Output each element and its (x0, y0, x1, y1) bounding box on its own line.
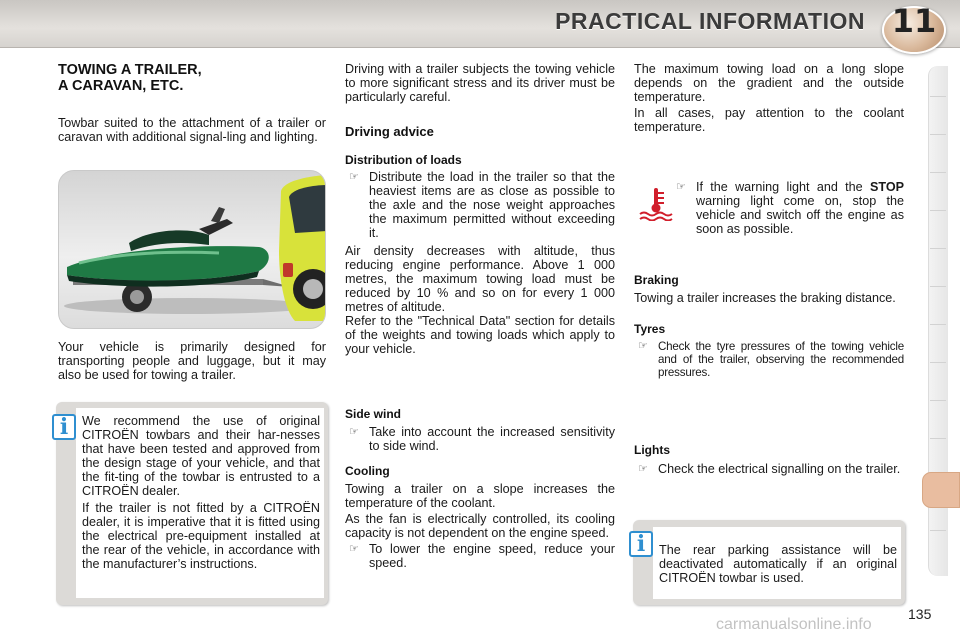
cooling-slope-text: Towing a trailer on a slope increases the temperature of the coolant. (345, 482, 615, 510)
heading-line-1: TOWING A TRAILER, (58, 62, 202, 78)
tab-divider (930, 172, 946, 173)
chapter-number: 11 (891, 2, 937, 40)
stop-label: STOP (869, 180, 905, 194)
cooling-heading: Cooling (345, 464, 390, 478)
tab-divider (930, 210, 946, 211)
driving-advice-heading: Driving advice (345, 124, 434, 139)
parking-assistance-note: The rear parking assistance will be deactivated automatically if an original CITROËN towbar is used. (659, 543, 897, 585)
lights-heading: Lights (634, 443, 670, 457)
column-1-lower (58, 340, 326, 382)
distribution-heading: Distribution of loads (345, 153, 462, 167)
info-fitting-note: If the trailer is not fitted by a CITROËN dealer, it is imperative that it is fitted using the electrical pre-equipment installed at the rear of the vehicle, in accordance with the manufacturer’s instructions. (82, 501, 320, 571)
cooling-bullet (345, 542, 615, 570)
info-box-parking (633, 520, 905, 605)
driving-intro: Driving with a trailer subjects the towing vehicle to more significant stress and its driver must be particularly careful. (345, 62, 615, 104)
tab-divider (930, 96, 946, 97)
tyres-text: Check the tyre pressures of the towing vehicle and of the trailer, observing the recommended pressures. (658, 340, 904, 379)
trailer-illustration (58, 170, 326, 329)
tab-divider (930, 134, 946, 135)
pointing-hand-icon: ☞ (349, 171, 359, 183)
column-1 (58, 62, 326, 144)
towbar-intro: Towbar suited to the attachment of a trailer or caravan with additional signal-ling and lighting. (58, 116, 326, 144)
page-title: PRACTICAL INFORMATION (555, 8, 865, 34)
side-wind-heading: Side wind (345, 407, 402, 421)
info-box-towbar (56, 402, 328, 605)
section-heading (58, 62, 326, 94)
warning-text-pre: If the warning light and the (696, 180, 863, 194)
page-number: 135 (908, 606, 932, 622)
tab-divider (930, 324, 946, 325)
lights-section (634, 443, 904, 476)
lights-bullet (634, 462, 904, 476)
column-2 (345, 62, 615, 356)
warning-text-post: warning light come on, stop the vehicle and switch off the engine as soon as possible. (696, 194, 904, 236)
info-box-body (76, 408, 324, 598)
warning-bullet (672, 180, 904, 236)
lights-text: Check the electrical signalling on the trailer. (658, 462, 901, 476)
jetski-trailer-image (59, 171, 326, 329)
info-box-body (653, 527, 901, 599)
active-chapter-tab[interactable] (922, 472, 960, 508)
tab-divider (930, 530, 946, 531)
tab-divider (930, 362, 946, 363)
pointing-hand-icon: ☞ (676, 181, 686, 193)
info-recommendation: We recommend the use of original CITROËN towbars and their har-nesses that have been tested and approved from the design stage of your vehicle, and that the fit-ting of the towbar is entrusted to a CITROËN dealer. (82, 414, 320, 498)
column-3 (634, 62, 904, 134)
info-icon (629, 531, 653, 557)
tab-divider (930, 400, 946, 401)
pointing-hand-icon: ☞ (638, 340, 648, 352)
coolant-temperature-icon (638, 185, 674, 221)
distribution-text: Distribute the load in the trailer so that the heaviest items are as close as possible to the axle and the nose weight approaches the maximum permitted without exceeding it. (369, 170, 615, 240)
column-2-lower (345, 407, 615, 570)
distribution-bullet (345, 170, 615, 240)
warning-text (696, 180, 904, 236)
braking-text: Towing a trailer increases the braking distance. (634, 291, 896, 305)
pointing-hand-icon: ☞ (638, 463, 648, 475)
info-icon (52, 414, 76, 440)
tab-divider (930, 438, 946, 439)
pointing-hand-icon: ☞ (349, 543, 359, 555)
side-wind-text: Take into account the increased sensitivity to side wind. (369, 425, 615, 453)
tyres-heading: Tyres (634, 322, 666, 336)
column-3-lower (634, 273, 904, 379)
cooling-fan-text: As the fan is electrically controlled, its cooling capacity is not dependent on the engine speed. (345, 512, 615, 540)
max-towing-load-text: The maximum towing load on a long slope depends on the gradient and the outside temperature. (634, 62, 904, 104)
technical-data-reference: Refer to the "Technical Data" section for details of the weights and towing loads which apply to your vehicle. (345, 314, 615, 356)
pointing-hand-icon: ☞ (349, 426, 359, 438)
info-glyph: i (636, 531, 646, 557)
braking-heading: Braking (634, 273, 679, 287)
coolant-attention-text: In all cases, pay attention to the coolant temperature. (634, 106, 904, 134)
tab-divider (930, 286, 946, 287)
air-density-text: Air density decreases with altitude, thus reducing engine performance. Above 1 000 metres, the maximum towing load must be reduced by 10 % and so on for every 1 000 metres of altitude. (345, 244, 615, 314)
cooling-bullet-text: To lower the engine speed, reduce your speed. (369, 542, 615, 570)
chapter-badge (882, 2, 946, 54)
heading-line-2: A CARAVAN, ETC. (58, 78, 184, 94)
tyres-bullet (634, 340, 904, 379)
side-wind-bullet (345, 425, 615, 453)
info-glyph: i (59, 414, 69, 440)
watermark: carmanualsonline.info (716, 616, 872, 633)
tab-divider (930, 248, 946, 249)
primary-purpose-text: Your vehicle is primarily designed for transporting people and luggage, but it may also be used for towing a trailer. (58, 340, 326, 382)
